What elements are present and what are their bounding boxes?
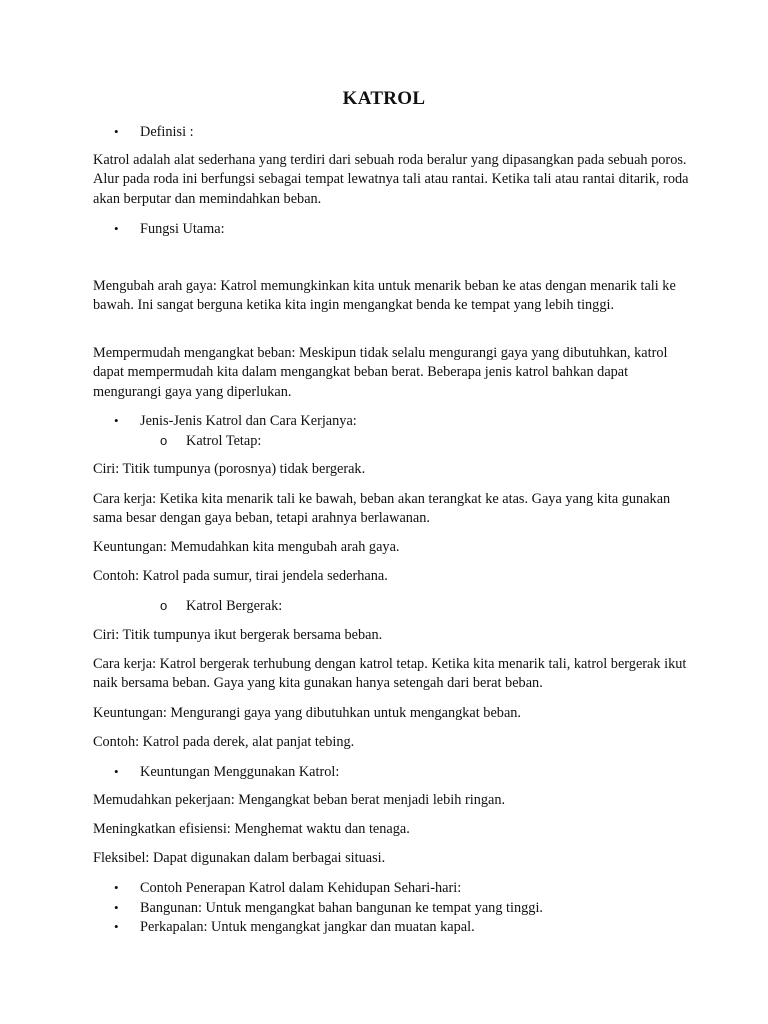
bullet-fungsi bbox=[114, 219, 225, 239]
paragraph-tetap-ciri: Ciri: Titik tumpunya (porosnya) tidak bergerak. bbox=[93, 461, 366, 477]
paragraph-fungsi-1: Mengubah arah gaya: Katrol memungkinkan kita untuk menarik beban ke atas dengan menarik tali ke bawah. Ini sangat berguna ketika kita ingin mengangkat benda ke tempat yang lebih tinggi. bbox=[93, 278, 676, 314]
bullet-penerapan-perkapalan bbox=[114, 917, 475, 937]
paragraph-bergerak-contoh: Contoh: Katrol pada derek, alat panjat tebing. bbox=[93, 734, 355, 750]
bullet-dot: • bbox=[114, 124, 119, 139]
heading-jenis: Jenis-Jenis Katrol dan Cara Kerjanya: bbox=[140, 413, 357, 429]
document-title: KATROL bbox=[342, 88, 426, 109]
heading-fungsi: Fungsi Utama: bbox=[140, 221, 225, 237]
text-penerapan-perkapalan: Perkapalan: Untuk mengangkat jangkar dan muatan kapal. bbox=[140, 919, 475, 935]
paragraph-bergerak-ciri: Ciri: Titik tumpunya ikut bergerak bersama beban. bbox=[93, 627, 383, 643]
paragraph-tetap-untung: Keuntungan: Memudahkan kita mengubah arah gaya. bbox=[93, 539, 400, 555]
bullet-dot: • bbox=[114, 764, 119, 779]
subbullet-marker: o bbox=[160, 598, 168, 613]
paragraph-bergerak-untung: Keuntungan: Mengurangi gaya yang dibutuhkan untuk mengangkat beban. bbox=[93, 705, 522, 721]
subbullet-katrol-bergerak bbox=[160, 596, 282, 616]
paragraph-keuntungan-1: Memudahkan pekerjaan: Mengangkat beban berat menjadi lebih ringan. bbox=[93, 792, 506, 808]
bullet-dot: • bbox=[114, 221, 119, 236]
paragraph-keuntungan-2: Meningkatkan efisiensi: Menghemat waktu dan tenaga. bbox=[93, 821, 410, 837]
heading-katrol-bergerak: Katrol Bergerak: bbox=[186, 598, 283, 614]
paragraph-tetap-contoh: Contoh: Katrol pada sumur, tirai jendela sederhana. bbox=[93, 568, 388, 584]
bullet-definisi bbox=[114, 122, 194, 142]
subbullet-katrol-tetap bbox=[160, 431, 261, 451]
bullet-keuntungan bbox=[114, 762, 339, 782]
bullet-dot: • bbox=[114, 919, 119, 934]
paragraph-definisi: Katrol adalah alat sederhana yang terdiri dari sebuah roda beralur yang dipasangkan pada sebuah poros. Alur pada roda ini berfungsi sebagai tempat lewatnya tali atau rantai. Ketika tali atau rantai ditarik, roda akan berputar dan memindahkan beban. bbox=[93, 152, 689, 207]
bullet-penerapan-bangunan bbox=[114, 898, 543, 918]
subbullet-marker: o bbox=[160, 433, 168, 448]
heading-penerapan: Contoh Penerapan Katrol dalam Kehidupan Sehari-hari: bbox=[140, 880, 462, 896]
bullet-jenis bbox=[114, 411, 357, 431]
heading-keuntungan: Keuntungan Menggunakan Katrol: bbox=[140, 764, 340, 780]
bullet-dot: • bbox=[114, 413, 119, 428]
paragraph-fungsi-2: Mempermudah mengangkat beban: Meskipun tidak selalu mengurangi gaya yang dibutuhkan, katrol dapat mempermudah kita dalam mengangkat beban berat. Beberapa jenis katrol bahkan dapat mengurangi gaya yang diperlukan. bbox=[93, 345, 668, 400]
bullet-penerapan bbox=[114, 878, 461, 898]
heading-definisi: Definisi : bbox=[140, 124, 194, 140]
bullet-dot: • bbox=[114, 880, 119, 895]
bullet-dot: • bbox=[114, 900, 119, 915]
heading-katrol-tetap: Katrol Tetap: bbox=[186, 433, 262, 449]
paragraph-bergerak-cara: Cara kerja: Katrol bergerak terhubung dengan katrol tetap. Ketika kita menarik tali, katrol bergerak ikut naik bersama beban. Gaya yang kita gunakan hanya setengah dari berat beban. bbox=[93, 656, 687, 692]
text-penerapan-bangunan: Bangunan: Untuk mengangkat bahan bangunan ke tempat yang tinggi. bbox=[140, 900, 543, 916]
paragraph-keuntungan-3: Fleksibel: Dapat digunakan dalam berbagai situasi. bbox=[93, 850, 386, 866]
paragraph-tetap-cara: Cara kerja: Ketika kita menarik tali ke bawah, beban akan terangkat ke atas. Gaya yang kita gunakan sama besar dengan gaya beban, tetapi arahnya berlawanan. bbox=[93, 491, 671, 527]
